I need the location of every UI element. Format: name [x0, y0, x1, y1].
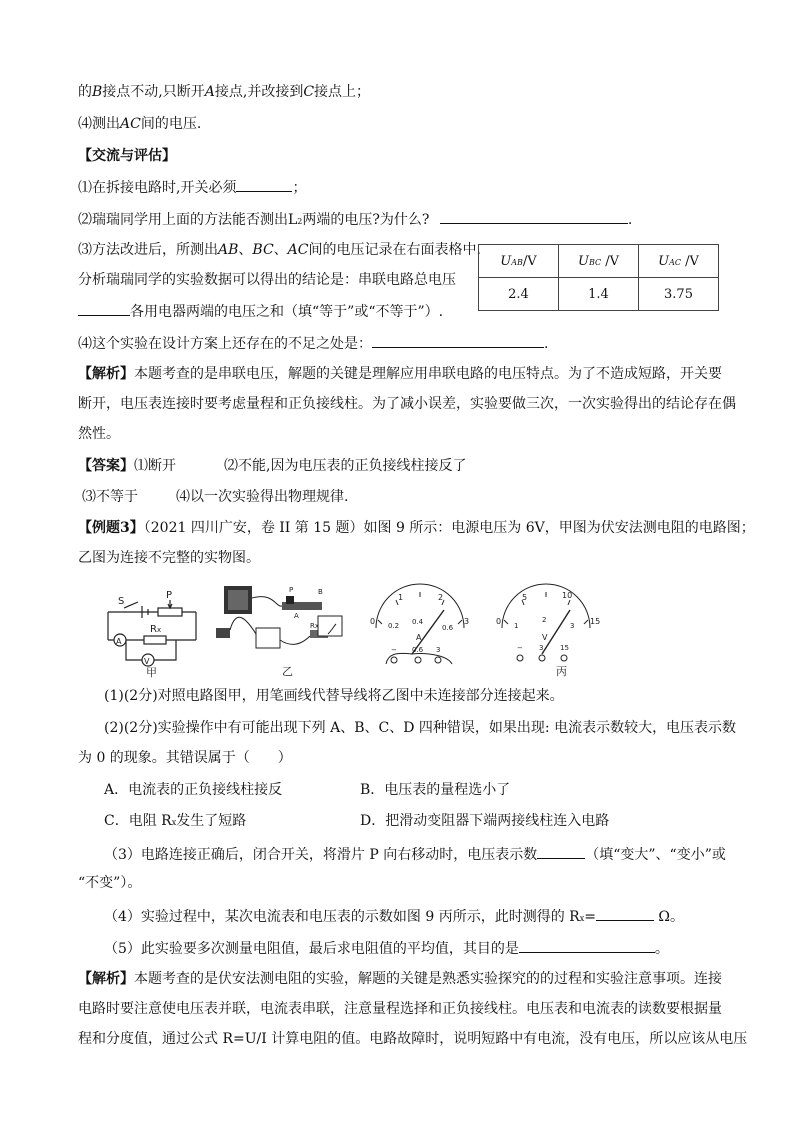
question-line: （4）实验过程中，某次电流表和电压表的示数如图 9 丙所示，此时测得的 Rx= Ω。: [104, 905, 684, 929]
physical-circuit-drawing: [216, 586, 342, 678]
analysis-line: 【解析】本题考查的是伏安法测电阻的实验，解题的关键是熟悉实验探究的的过程和实验注意事项。连接: [78, 971, 722, 987]
voltmeter-tick: 15: [590, 617, 601, 626]
figure-caption-bing: 丙: [556, 665, 567, 678]
question-line: ⑶方法改进后，所测出AB、BC、AC间的电压记录在右面表格中.: [78, 242, 481, 258]
option-c: C．电阻 Rx发生了短路: [104, 813, 247, 829]
answer-blank: [519, 937, 655, 953]
question-line: (1)(2分)对照电路图甲，用笔画线代替导线将乙图中未连接部分连接起来。: [104, 688, 564, 704]
question-line: (2)(2分)实验操作中有可能出现下列 A、B、C、D 四种错误，如果出现: 电流表示数较大，电压表示数: [104, 720, 737, 736]
voltmeter-terminal: −: [517, 644, 523, 652]
question-line: ⑷这个实验在设计方案上还存在的不足之处是： .: [78, 332, 548, 354]
analysis-line: 断开，电压表连接时要考虑量程和正负接线柱。为了减小误差，实验要做三次，一次实验得出的结论存在偶: [78, 396, 736, 412]
analysis-line: 程和分度值，通过公式 R=U/I 计算电阻的值。电路故障时，说明短路中有电流，没有电压，所以应该从电压: [78, 1031, 748, 1047]
table-row: [479, 278, 719, 311]
device-slider-label: P: [289, 586, 294, 594]
table-cell: 1.4: [559, 278, 639, 311]
voltmeter-symbol: V: [144, 657, 150, 666]
option-a: A．电流表的正负接线柱接反: [104, 782, 283, 798]
section-heading: 【交流与评估】: [78, 148, 176, 164]
voltmeter-unit: V: [542, 633, 548, 642]
table-header: UAB/V: [479, 245, 559, 278]
voltmeter-tick: 3: [570, 622, 575, 630]
table-header: UAC /V: [639, 245, 719, 278]
ammeter-unit: A: [416, 633, 422, 642]
ammeter-tick: 2: [438, 593, 444, 602]
device-resistor-label: Rx: [310, 622, 320, 630]
answer-blank: [596, 905, 654, 921]
ammeter-terminal: 0.6: [412, 646, 424, 654]
ammeter-symbol: A: [116, 637, 122, 646]
voltmeter-tick: 5: [522, 593, 528, 602]
ammeter-terminal: 3: [436, 646, 441, 654]
table-cell: 2.4: [479, 278, 559, 311]
ammeter-tick: 1: [398, 593, 404, 602]
example-heading: 【例题3】（2021 四川广安，卷 II 第 15 题）如图 9 所示：电源电压为 6V，甲图为伏安法测电阻的电路图；: [78, 520, 755, 536]
voltmeter-tick: 2: [542, 616, 547, 624]
voltmeter-tick: 0: [496, 617, 502, 626]
figure-9: [96, 578, 656, 678]
answer-line: ⑶不等于 ⑷以一次实验得出物理规律.: [82, 489, 349, 505]
analysis-line: 电路时要注意使电压表并联，电流表串联，注意量程选择和正负接线柱。电压表和电流表的读数要根据量: [78, 1001, 722, 1017]
question-line: ⑵瑞瑞同学用上面的方法能否测出L2两端的电压?为什么? .: [78, 208, 632, 232]
question-line: 为 0 的现象。其错误属于（ ）: [78, 750, 292, 766]
example-line: 乙图为连接不完整的实物图。: [78, 550, 260, 566]
question-line: （3）电路连接正确后，闭合开关，将滑片 P 向右移动时，电压表示数 （填“变大”、“变小”或: [104, 843, 726, 865]
resistor-label: Rx: [150, 624, 162, 635]
voltmeter-terminal: 3: [539, 644, 544, 652]
option-d: D．把滑动变阻器下端两接线柱连入电路: [360, 813, 610, 829]
analysis-line: 然性。: [78, 426, 120, 442]
ammeter-tick: 0.4: [412, 618, 424, 626]
answer-blank: [372, 332, 544, 348]
answer-blank: [78, 300, 130, 316]
ammeter-dial: [370, 584, 469, 664]
switch-label: S: [118, 596, 125, 607]
question-line: ⑴在拆接电路时,开关必须 ；: [78, 176, 306, 198]
text-line: 的B接点不动,只断开A接点,并改接到C接点上；: [78, 84, 371, 100]
device-terminal-a: A: [294, 612, 299, 620]
analysis-line: 【解析】本题考查的是串联电压，解题的关键是理解应用串联电路的电压特点。为了不造成短路，开关要: [78, 366, 722, 382]
table-header-row: [479, 245, 719, 278]
question-line: “不变”）。: [78, 875, 142, 891]
question-line: （5）此实验要多次测量电阻值，最后求电阻值的平均值，其目的是 。: [104, 937, 669, 959]
ammeter-tick: 0.2: [388, 622, 400, 630]
ammeter-terminal: −: [391, 646, 397, 654]
text-line: ⑷测出AC间的电压.: [78, 116, 202, 132]
voltmeter-tick: 10: [562, 591, 573, 600]
ammeter-tick: 0.6: [442, 624, 454, 632]
table-cell: 3.75: [639, 278, 719, 311]
table-header: UBC /V: [559, 245, 639, 278]
ammeter-tick: 3: [464, 617, 470, 626]
question-line: 分析瑞瑞同学的实验数据可以得出的结论是：串联电路总电压: [78, 272, 456, 288]
answer-blank: [236, 176, 292, 192]
answer-line: 【答案】⑴断开 ⑵不能,因为电压表的正负接线柱接反了: [78, 458, 467, 474]
question-line: 各用电器两端的电压之和（填“等于”或“不等于”）.: [78, 300, 443, 322]
slider-label: P: [166, 590, 173, 601]
answer-blank: [537, 843, 585, 859]
voltmeter-dial: [496, 584, 600, 678]
figure-caption-jia: 甲: [146, 666, 157, 678]
voltmeter-terminal: 15: [560, 644, 569, 652]
voltage-table: [478, 244, 719, 311]
figure-caption-yi: 乙: [282, 665, 293, 678]
device-terminal-b: B: [318, 588, 323, 596]
ammeter-tick: 0: [370, 617, 376, 626]
option-b: B．电压表的量程选小了: [360, 782, 511, 798]
answer-blank: [440, 208, 628, 224]
voltmeter-tick: 1: [514, 622, 519, 630]
